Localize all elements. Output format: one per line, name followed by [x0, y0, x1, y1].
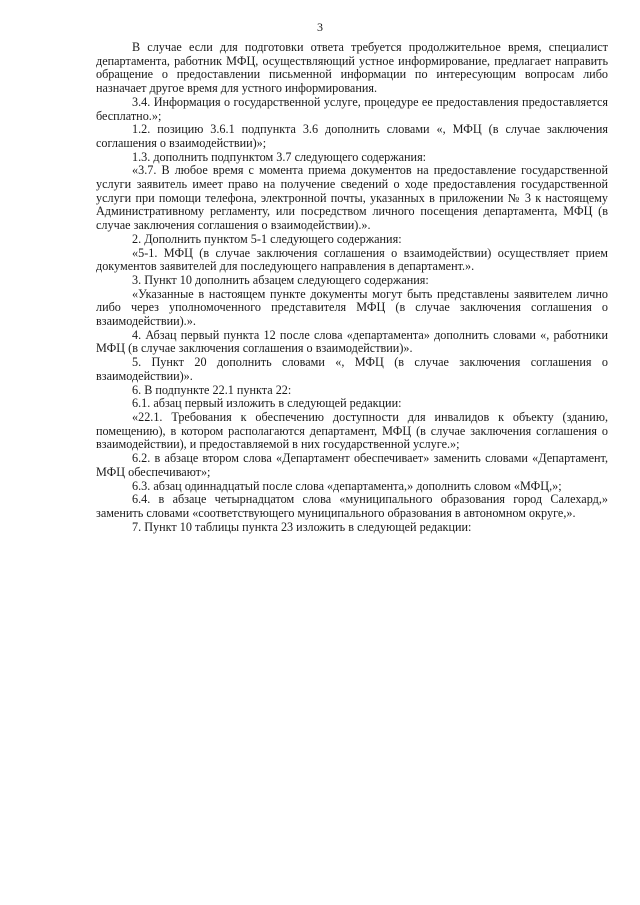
paragraph-3-quote: «Указанные в настоящем пункте документы могут быть представлены заявителем лично либо через уполномоченного представителя МФЦ (в случае заключения соглашения о взаимодействии).». [96, 286, 608, 329]
paragraph-3-7-quote: «3.7. В любое время с момента приема документов на предоставление государственной услуги заявитель имеет право на получение сведений о ходе предоставления государственной услуги при помощи телефона, электронной почты, указанных в приложении № 3 к настоящему Административному регламенту, или посредством личного посещения департамента, МФЦ (в случае заключения соглашения о взаимодействии).». [96, 163, 608, 233]
paragraph-6-4: 6.4. в абзаце четырнадцатом слова «муниципального образования город Салехард,» заменить словами «соответствующего муниципального образования в автономном округе,». [96, 492, 608, 520]
paragraph-3-4-free-info: 3.4. Информация о государственной услуге, процедуре ее предоставления предоставляется бесплатно.»; [96, 94, 608, 123]
paragraph-6-2: 6.2. в абзаце втором слова «Департамент обеспечивает» заменить словами «Департамент, МФЦ обеспечивают»; [96, 451, 608, 479]
paragraph-6: 6. В подпункте 22.1 пункта 22: [132, 382, 292, 397]
page-number: 3 [317, 20, 323, 34]
paragraph-22-1-quote: «22.1. Требования к обеспечению доступности для инвалидов к объекту (зданию, помещению), в котором располагаются департамент, МФЦ (в случае заключения соглашения о взаимодействии), и предоставляемой в них государственной услуге.»; [96, 409, 608, 452]
paragraph-oral-info-time: В случае если для подготовки ответа требуется продолжительное время, специалист департамента, работник МФЦ, осуществляющий устное информирование, предлагает направить обращение о предоставлении письменной информации по интересующим вопросам либо назначает другое время для устного информирования. [96, 40, 608, 96]
paragraph-1-3: 1.3. дополнить подпунктом 3.7 следующего содержания: [132, 149, 427, 164]
paragraph-5-1-quote: «5-1. МФЦ (в случае заключения соглашения о взаимодействии) осуществляет прием документов заявителей для последующего направления в департамент.». [96, 245, 608, 274]
paragraph-2: 2. Дополнить пунктом 5-1 следующего содержания: [132, 231, 402, 246]
document-body [96, 41, 608, 534]
paragraph-6-3: 6.3. абзац одиннадцатый после слова «департамента,» дополнить словом «МФЦ,»; [132, 478, 562, 493]
paragraph-1-2: 1.2. позицию 3.6.1 подпункта 3.6 дополнить словами «, МФЦ (в случае заключения соглашения о взаимодействии)»; [96, 122, 608, 150]
paragraph-4: 4. Абзац первый пункта 12 после слова «департамента» дополнить словами «, работники МФЦ (в случае заключения соглашения о взаимодействии)». [96, 327, 608, 356]
paragraph-7: 7. Пункт 10 таблицы пункта 23 изложить в следующей редакции: [132, 519, 472, 534]
paragraph-3: 3. Пункт 10 дополнить абзацем следующего содержания: [132, 272, 429, 287]
paragraph-6-1: 6.1. абзац первый изложить в следующей редакции: [132, 396, 402, 411]
paragraph-5: 5. Пункт 20 дополнить словами «, МФЦ (в случае заключения соглашения о взаимодействии)». [96, 355, 608, 383]
